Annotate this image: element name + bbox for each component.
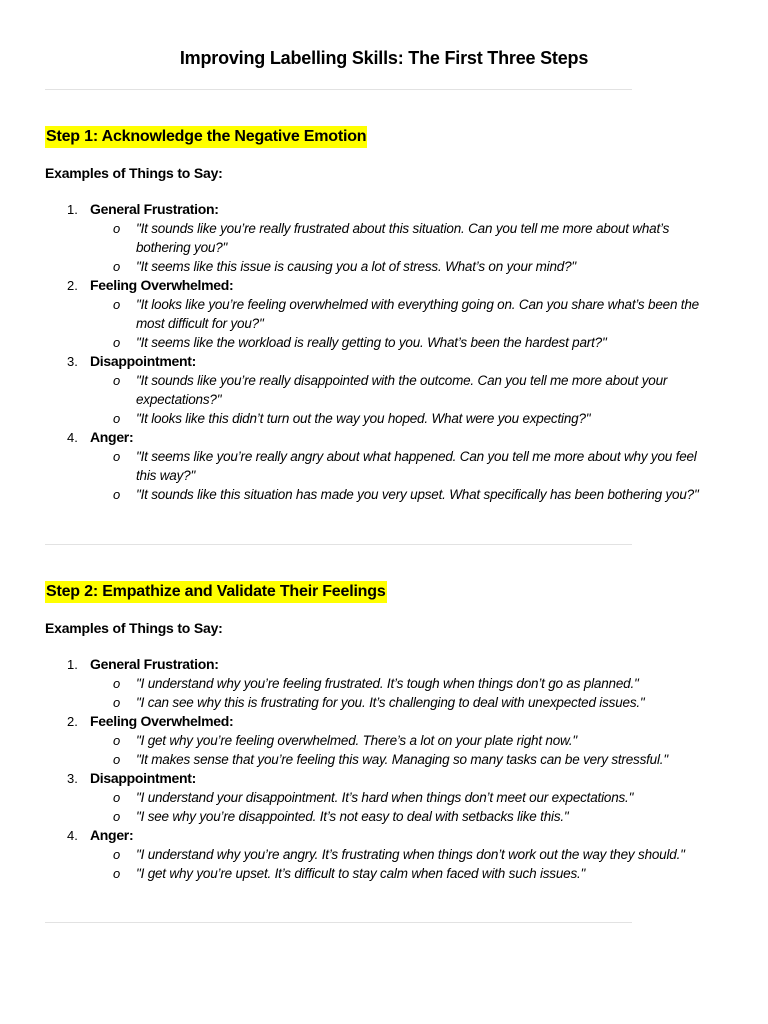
- bullet-icon: o: [113, 752, 121, 767]
- list-item: [45, 276, 725, 352]
- bullet-icon: o: [113, 487, 121, 502]
- quote-item: [90, 371, 716, 409]
- step-2-item-list: [45, 655, 725, 883]
- quote-list: [90, 219, 725, 276]
- quote-item: [90, 333, 716, 352]
- quote-text: "It seems like the workload is really getting to you. What’s been the hardest part?": [136, 335, 607, 350]
- item-label: General Frustration:: [90, 656, 219, 672]
- quote-item: [90, 807, 716, 826]
- item-label: Anger:: [90, 827, 134, 843]
- step-2-heading: Step 2: Empathize and Validate Their Feelings: [45, 581, 387, 603]
- quote-item: [90, 674, 716, 693]
- bullet-icon: o: [113, 790, 121, 805]
- quote-item: [90, 864, 716, 883]
- bullet-icon: o: [113, 866, 121, 881]
- list-item: [45, 428, 725, 504]
- bullet-icon: o: [113, 221, 121, 236]
- list-item: [45, 200, 725, 276]
- item-label: Disappointment:: [90, 770, 196, 786]
- quote-list: [90, 371, 725, 428]
- quote-text: "I can see why this is frustrating for you. It’s challenging to deal with unexpected issues.": [136, 695, 645, 710]
- bullet-icon: o: [113, 847, 121, 862]
- list-item: [45, 352, 725, 428]
- bullet-icon: o: [113, 676, 121, 691]
- quote-list: [90, 845, 725, 883]
- divider-bottom: [45, 922, 632, 923]
- step-1-examples-label: Examples of Things to Say:: [45, 165, 223, 181]
- quote-text: "I understand why you’re feeling frustrated. It’s tough when things don’t go as planned.": [136, 676, 639, 691]
- bullet-icon: o: [113, 411, 121, 426]
- quote-item: [90, 295, 716, 333]
- quote-text: "It seems like you’re really angry about what happened. Can you tell me more about why you feel this way?": [136, 449, 697, 483]
- quote-text: "I understand your disappointment. It’s hard when things don’t meet our expectations.": [136, 790, 634, 805]
- step-1-heading: Step 1: Acknowledge the Negative Emotion: [45, 126, 367, 148]
- item-number: 3.: [67, 771, 78, 786]
- quote-text: "I see why you’re disappointed. It’s not easy to deal with setbacks like this.": [136, 809, 569, 824]
- quote-item: [90, 845, 716, 864]
- quote-item: [90, 257, 716, 276]
- item-number: 1.: [67, 202, 78, 217]
- quote-list: [90, 731, 725, 769]
- quote-item: [90, 693, 716, 712]
- quote-list: [90, 674, 725, 712]
- divider-middle: [45, 544, 632, 545]
- quote-item: [90, 219, 716, 257]
- quote-item: [90, 485, 716, 504]
- list-item: [45, 769, 725, 826]
- bullet-icon: o: [113, 449, 121, 464]
- bullet-icon: o: [113, 733, 121, 748]
- step-2-examples-label: Examples of Things to Say:: [45, 620, 223, 636]
- quote-text: "I get why you’re upset. It’s difficult to stay calm when faced with such issues.": [136, 866, 586, 881]
- quote-text: "It seems like this issue is causing you a lot of stress. What’s on your mind?": [136, 259, 576, 274]
- quote-item: [90, 409, 716, 428]
- bullet-icon: o: [113, 259, 121, 274]
- item-number: 4.: [67, 828, 78, 843]
- quote-item: [90, 447, 716, 485]
- quote-text: "It makes sense that you’re feeling this way. Managing so many tasks can be very stressful.": [136, 752, 668, 767]
- item-number: 2.: [67, 714, 78, 729]
- divider-top: [45, 89, 632, 90]
- list-item: [45, 826, 725, 883]
- page-title: Improving Labelling Skills: The First Three Steps: [179, 48, 589, 68]
- item-number: 4.: [67, 430, 78, 445]
- item-label: General Frustration:: [90, 201, 219, 217]
- list-item: [45, 712, 725, 769]
- quote-text: "It sounds like you’re really frustrated about this situation. Can you tell me more about what’s bothering you?": [136, 221, 670, 255]
- item-label: Disappointment:: [90, 353, 196, 369]
- list-item: [45, 655, 725, 712]
- quote-item: [90, 731, 716, 750]
- bullet-icon: o: [113, 809, 121, 824]
- bullet-icon: o: [113, 297, 121, 312]
- quote-text: "It looks like this didn’t turn out the way you hoped. What were you expecting?": [136, 411, 591, 426]
- quote-item: [90, 788, 716, 807]
- bullet-icon: o: [113, 373, 121, 388]
- item-label: Feeling Overwhelmed:: [90, 713, 234, 729]
- item-number: 3.: [67, 354, 78, 369]
- step-1-item-list: [45, 200, 725, 504]
- item-number: 2.: [67, 278, 78, 293]
- item-label: Feeling Overwhelmed:: [90, 277, 234, 293]
- quote-text: "I get why you’re feeling overwhelmed. There’s a lot on your plate right now.": [136, 733, 577, 748]
- item-label: Anger:: [90, 429, 134, 445]
- bullet-icon: o: [113, 335, 121, 350]
- quote-list: [90, 295, 725, 352]
- item-number: 1.: [67, 657, 78, 672]
- quote-list: [90, 788, 725, 826]
- quote-list: [90, 447, 725, 504]
- quote-text: "It sounds like you’re really disappointed with the outcome. Can you tell me more about your expectations?": [136, 373, 668, 407]
- quote-item: [90, 750, 716, 769]
- quote-text: "It sounds like this situation has made you very upset. What specifically has been bothering you?": [136, 487, 699, 502]
- quote-text: "It looks like you’re feeling overwhelmed with everything going on. Can you share what’s been the most difficult for you?": [136, 297, 699, 331]
- quote-text: "I understand why you’re angry. It’s frustrating when things don’t work out the way they should.": [136, 847, 685, 862]
- step-2-section: [45, 581, 725, 883]
- step-1-section: [45, 126, 725, 504]
- bullet-icon: o: [113, 695, 121, 710]
